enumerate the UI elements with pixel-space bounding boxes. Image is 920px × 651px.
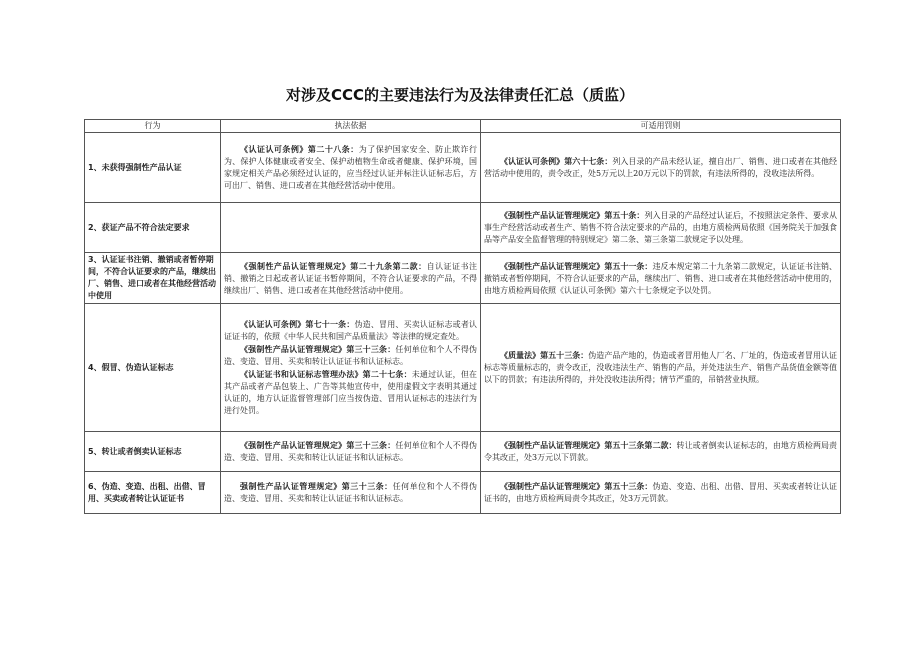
penalty-cell (481, 304, 841, 432)
act-cell: 3、认证证书注销、撤销或者暂停期间，不符合认证要求的产品，继续出厂、销售、进口或者在其他经营活动中使用 (85, 253, 221, 304)
basis-law-reference: 《认证认可条例》第七十一条： (240, 319, 355, 329)
basis-cell (221, 472, 481, 514)
penalty-law-reference: 《质量法》第五十三条： (500, 350, 589, 360)
basis-cell (221, 203, 481, 253)
table-row (85, 472, 841, 514)
basis-text: 自认证证书注销、撤销之日起或者认证证书暂停期间，不符合认证要求的产品，不得继续出厂、销售、进口或者在其他经营活动中使用。 (224, 261, 478, 295)
penalty-paragraph (484, 480, 837, 505)
penalty-text: 转让或者倒卖认证标志的，由地方质检两局责令其改正，处3万元以下罚款。 (484, 441, 838, 462)
table-row (85, 253, 841, 304)
penalty-text: 列入目录的产品经过认证后，不按照法定条件、要求从事生产经营活动或者生产、销售不符合法定要求的产品的，由地方质检两局依照《国务院关于加强食品等产品安全监督管理的特别规定》第二条、第三条第二款规定予以处理。 (484, 211, 837, 244)
basis-text: 任何单位和个人不得伪造、变造、冒用、买卖和转让认证证书和认证标志。 (224, 345, 477, 366)
penalty-paragraph (484, 349, 837, 386)
header-basis: 执法依据 (221, 120, 481, 133)
penalty-law-reference: 《强制性产品认证管理规定》第五十条： (500, 210, 645, 220)
penalty-law-reference: 《强制性产品认证管理规定》第五十三条第二款： (500, 440, 677, 450)
basis-text: 任何单位和个人不得伪造、变造、冒用、买卖和转让认证证书和认证标志。 (224, 482, 478, 503)
basis-paragraph (224, 343, 477, 368)
basis-law-reference: 强制性产品认证管理规定》第三十三条： (240, 481, 393, 491)
basis-text: 为了保护国家安全、防止欺诈行为、保护人体健康或者安全、保护动植物生命或者健康、保护环境，国家规定相关产品必须经过认证的，应当经过认证并标注认证标志后，方可出厂、销售、进口或者在其他经营活动中使用。 (224, 145, 478, 190)
basis-paragraph (224, 368, 477, 417)
basis-cell (221, 253, 481, 304)
penalty-law-reference: 《强制性产品认证管理规定》第五十一条： (500, 260, 653, 271)
penalty-cell (481, 472, 841, 514)
document-title: 对涉及CCC的主要违法行为及法律责任汇总（质监） (285, 86, 635, 104)
basis-cell (221, 432, 481, 472)
basis-text: 未通过认证，但在其产品或者产品包装上、广告等其他宣传中，使用虚假文字表明其通过认证的，地方认证监督管理部门应当按伪造、冒用认证标志的违法行为进行处罚。 (224, 370, 477, 415)
basis-law-reference: 《强制性产品认证管理规定》第二十九条第二款： (240, 260, 427, 271)
penalty-cell (481, 253, 841, 304)
header-penalty: 可适用罚则 (481, 120, 841, 133)
act-cell: 1、未获得强制性产品认证 (85, 133, 221, 203)
table-row (85, 432, 841, 472)
act-cell: 5、转让或者倒卖认证标志 (85, 432, 221, 472)
basis-paragraph (224, 143, 477, 192)
act-cell: 6、伪造、变造、出租、出借、冒用、买卖或者转让认证证书 (85, 472, 221, 514)
header-act: 行为 (85, 120, 221, 133)
basis-cell (221, 304, 481, 432)
penalty-text: 列入目录的产品未经认证，擅自出厂、销售、进口或者在其他经营活动中使用的，责令改正，处5万元以上20万元以下的罚款，有违法所得的，没收违法所得。 (484, 157, 837, 178)
penalty-paragraph (484, 439, 837, 464)
penalty-cell (481, 133, 841, 203)
table-row (85, 304, 841, 432)
basis-law-reference: 《认证认可条例》第二十八条： (240, 144, 359, 154)
violations-table (84, 119, 841, 514)
basis-cell (221, 133, 481, 203)
basis-law-reference: 《强制性产品认证管理规定》第三十三条： (240, 440, 396, 450)
basis-law-reference: 《强制性产品认证管理规定》第三十三条： (240, 344, 396, 354)
table-row (85, 133, 841, 203)
table-row (85, 203, 841, 253)
penalty-cell (481, 432, 841, 472)
basis-law-reference: 《认证证书和认证标志管理办法》第二十七条： (240, 369, 412, 379)
basis-paragraph (224, 318, 477, 343)
penalty-text: 伪造、变造、出租、出借、冒用、买卖或者转让认证证书的，由地方质检两局责令其改正，处3万元罚款。 (484, 482, 838, 503)
penalty-text: 伪造产品产地的，伪造或者冒用他人厂名、厂址的，伪造或者冒用认证标志等质量标志的，责令改正，没收违法生产、销售的产品，并处违法生产、销售产品货值金额等值以下的罚款；有违法所得的，并处没收违法所得；情节严重的，吊销营业执照。 (484, 351, 838, 384)
basis-paragraph (224, 439, 477, 464)
penalty-law-reference: 《强制性产品认证管理规定》第五十三条： (500, 481, 653, 491)
table-header-row (85, 120, 841, 133)
penalty-law-reference: 《认证认可条例》第六十七条： (500, 156, 613, 166)
basis-paragraph (224, 260, 477, 297)
basis-paragraph (224, 480, 477, 505)
penalty-paragraph (484, 260, 837, 297)
penalty-text: 违反本规定第二十九条第二款规定，认证证书注销、撤销或者暂停期间，不符合认证要求的产品，继续出厂、销售、进口或者在其他经营活动中使用的，由地方质检两局依照《认证认可条例》第六十七条规定予以处罚。 (484, 261, 838, 295)
penalty-paragraph (484, 209, 837, 246)
penalty-cell (481, 203, 841, 253)
act-cell: 4、假冒、伪造认证标志 (85, 304, 221, 432)
act-cell: 2、获证产品不符合法定要求 (85, 203, 221, 253)
basis-text: 任何单位和个人不得伪造、变造、冒用、买卖和转让认证证书和认证标志。 (224, 441, 477, 462)
basis-text: 伪造、冒用、买卖认证标志或者认证证书的，依照《中华人民共和国产品质量法》等法律的规定查处。 (224, 320, 477, 341)
penalty-paragraph (484, 155, 837, 180)
